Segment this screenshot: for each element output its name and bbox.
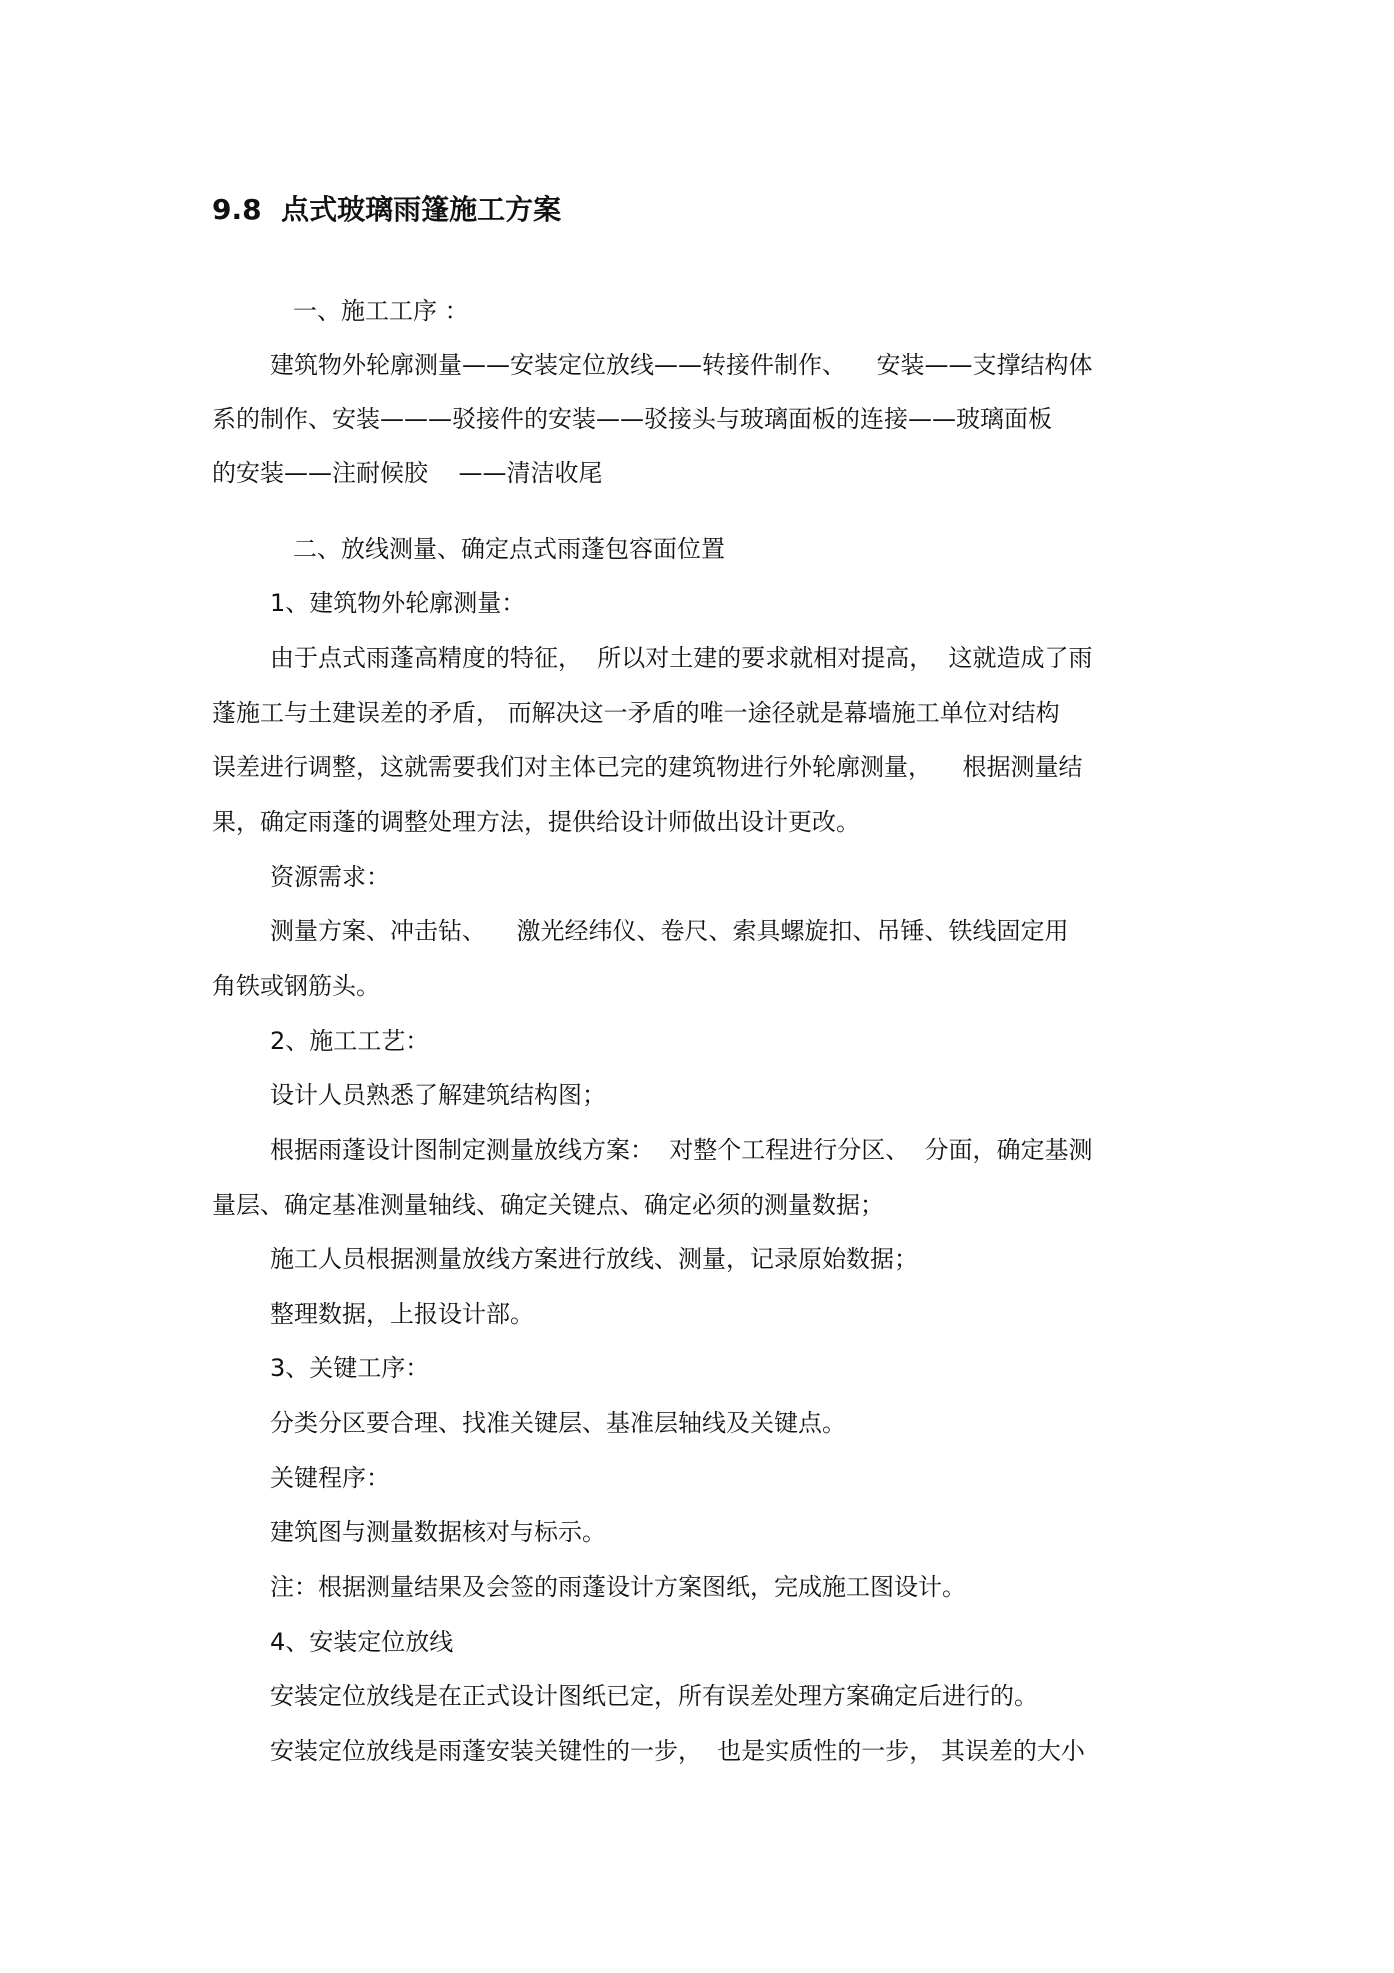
subheading: 资源需求： [270, 863, 390, 891]
subheading: 2、施工工艺： [270, 1027, 430, 1055]
paragraph-line: 建筑图与测量数据核对与标示。 [270, 1518, 606, 1546]
paragraph-line: 建筑物外轮廓测量——安装定位放线——转接件制作、 安装——支撑结构体 [270, 351, 1093, 379]
paragraph-line: 整理数据，上报设计部。 [270, 1300, 534, 1328]
paragraph-line: 根据雨蓬设计图制定测量放线方案： 对整个工程进行分区、 分面，确定基测 [270, 1136, 1093, 1164]
paragraph-line: 由于点式雨蓬高精度的特征， 所以对土建的要求就相对提高， 这就造成了雨 [270, 644, 1093, 672]
paragraph-line: 施工人员根据测量放线方案进行放线、测量，记录原始数据； [270, 1245, 918, 1273]
heading-survey: 二、放线测量、确定点式雨蓬包容面位置 [293, 535, 725, 563]
paragraph-line: 果，确定雨蓬的调整处理方法，提供给设计师做出设计更改。 [212, 808, 860, 836]
paragraph-line: 量层、确定基准测量轴线、确定关键点、确定必须的测量数据； [212, 1191, 884, 1219]
subheading: 1、建筑物外轮廓测量： [270, 589, 526, 617]
subheading: 3、关键工序： [270, 1354, 430, 1382]
paragraph-line: 蓬施工与土建误差的矛盾， 而解决这一矛盾的唯一途径就是幕墙施工单位对结构 [212, 699, 1060, 727]
paragraph-line: 安装定位放线是在正式设计图纸已定，所有误差处理方案确定后进行的。 [270, 1682, 1038, 1710]
paragraph-line: 角铁或钢筋头。 [212, 972, 380, 1000]
subheading: 关键程序： [270, 1464, 390, 1492]
document-title: 9.8 点式玻璃雨篷施工方案 [212, 193, 562, 226]
note-line: 注：根据测量结果及会签的雨蓬设计方案图纸，完成施工图设计。 [270, 1573, 966, 1601]
paragraph-line: 的安装——注耐候胶 ——清洁收尾 [212, 459, 603, 487]
paragraph-line: 分类分区要合理、找准关键层、基准层轴线及关键点。 [270, 1409, 846, 1437]
subheading: 4、安装定位放线 [270, 1628, 454, 1656]
paragraph-line: 测量方案、冲击钻、 激光经纬仪、卷尺、索具螺旋扣、吊锤、铁线固定用 [270, 917, 1069, 945]
paragraph-line: 误差进行调整，这就需要我们对主体已完的建筑物进行外轮廓测量， 根据测量结 [212, 753, 1083, 781]
paragraph-line: 系的制作、安装———驳接件的安装——驳接头与玻璃面板的连接——玻璃面板 [212, 405, 1052, 433]
paragraph-line: 安装定位放线是雨蓬安装关键性的一步， 也是实质性的一步， 其误差的大小 [270, 1737, 1085, 1765]
paragraph-line: 设计人员熟悉了解建筑结构图； [270, 1081, 606, 1109]
heading-process: 一、施工工序 ： [293, 297, 469, 325]
